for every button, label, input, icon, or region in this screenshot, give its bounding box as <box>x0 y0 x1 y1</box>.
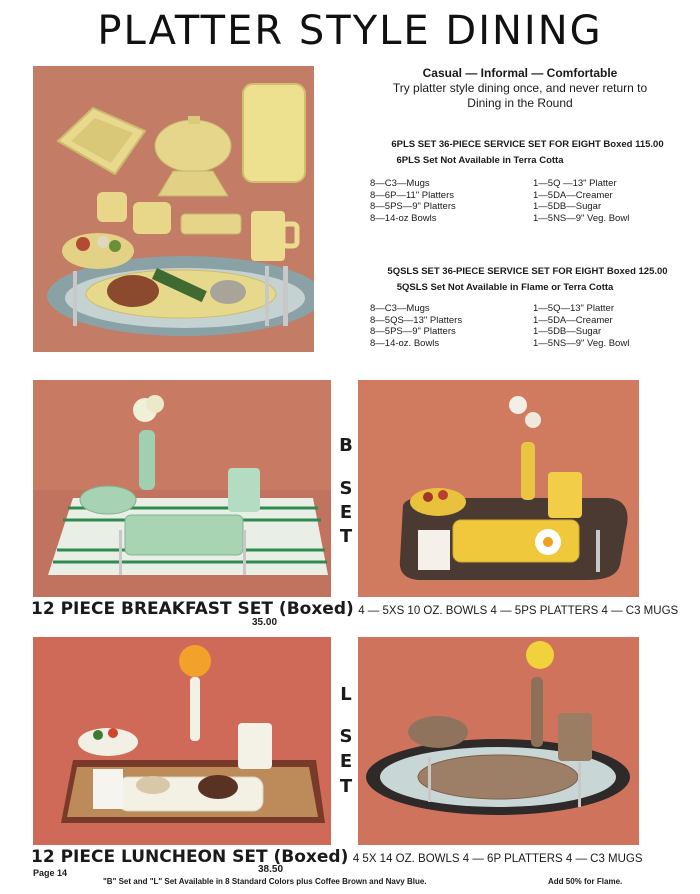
luncheon-set-price: 38.50 <box>258 864 284 875</box>
breakfast-set-price: 35.00 <box>252 617 278 628</box>
list-item: 8—C3—Mugs <box>370 303 430 314</box>
list-item: 1—5DA—Creamer <box>533 314 613 326</box>
list-item: 8—5PS—9" Platters <box>370 201 456 212</box>
list-item: 1—5Q —13" Platter <box>533 178 617 189</box>
list-item: 8—C3—Mugs <box>370 178 430 189</box>
list-item: 8—5QS—13" Platters <box>370 314 463 326</box>
b-set-letter-1: B <box>339 435 353 456</box>
list-item: 8—14-oz Bowls <box>370 212 437 224</box>
breakfast-set-caption <box>31 599 678 619</box>
set-6pls-heading: 6PLS SET 36-PIECE SERVICE SET FOR EIGHT Boxed 115.00 <box>391 139 664 150</box>
list-item: 8—5PS—9" Platters <box>370 326 456 337</box>
list-item: 8—14-oz. Bowls <box>370 337 440 349</box>
list-item: 8—6P—11" Platters <box>370 189 454 201</box>
set-5qsls-right-list <box>533 303 629 349</box>
l-set-letter-4: T <box>339 776 353 797</box>
intro-tagline: Casual — Informal — Comfortable <box>422 66 618 80</box>
b-set-letter-2: S <box>339 478 353 499</box>
footer-flame-note: Add 50% for Flame. <box>548 877 623 886</box>
luncheon-set-caption <box>31 847 643 867</box>
set-6pls-left-list <box>370 178 456 224</box>
photo-luncheon-set-brown <box>358 637 639 845</box>
set-5qsls-note: 5QSLS Set Not Available in Flame or Terra Cotta <box>396 282 614 293</box>
intro-block <box>350 66 690 111</box>
b-set-letter-4: T <box>339 526 353 547</box>
photo-luncheon-set-white <box>33 637 331 845</box>
page-number: Page 14 <box>33 868 68 878</box>
photo-breakfast-set-yellow <box>358 380 639 597</box>
list-item: 1—5NS—9" Veg. Bowl <box>533 212 630 224</box>
set-6pls-right-list <box>533 178 629 224</box>
luncheon-set-contents: 4 5X 14 OZ. BOWLS 4 — 6P PLATTERS 4 — C3 MUGS <box>352 853 643 865</box>
list-item: 1—5DB—Sugar <box>533 201 602 212</box>
photo-36-piece-set <box>33 66 314 352</box>
intro-line-1: Try platter style dining once, and never return to <box>392 81 648 95</box>
page-title: PLATTER STYLE DINING <box>97 8 603 54</box>
list-item: 1—5Q—13" Platter <box>533 303 614 314</box>
luncheon-set-title: 12 PIECE LUNCHEON SET (Boxed) <box>31 847 349 867</box>
footer-availability-note: "B" Set and "L" Set Available in 8 Standard Colors plus Coffee Brown and Navy Blue. <box>103 877 427 886</box>
l-set-letter-1: L <box>340 684 352 705</box>
photo-breakfast-set-green <box>33 380 331 597</box>
intro-line-2: Dining in the Round <box>467 96 573 110</box>
list-item: 1—5DA—Creamer <box>533 189 613 201</box>
breakfast-set-contents: 4 — 5XS 10 OZ. BOWLS 4 — 5PS PLATTERS 4 — C3 MUGS <box>358 605 679 617</box>
b-set-letter-3: E <box>339 502 353 523</box>
set-5qsls-heading: 5QSLS SET 36-PIECE SERVICE SET FOR EIGHT Boxed 125.00 <box>387 266 668 277</box>
l-set-letter-3: E <box>339 751 353 772</box>
set-5qsls-left-list <box>370 303 462 349</box>
set-6pls-note: 6PLS Set Not Available in Terra Cotta <box>396 155 564 166</box>
l-set-letter-2: S <box>339 726 353 747</box>
list-item: 1—5NS—9" Veg. Bowl <box>533 337 630 349</box>
list-item: 1—5DB—Sugar <box>533 326 602 337</box>
breakfast-set-title: 12 PIECE BREAKFAST SET (Boxed) <box>31 599 354 619</box>
